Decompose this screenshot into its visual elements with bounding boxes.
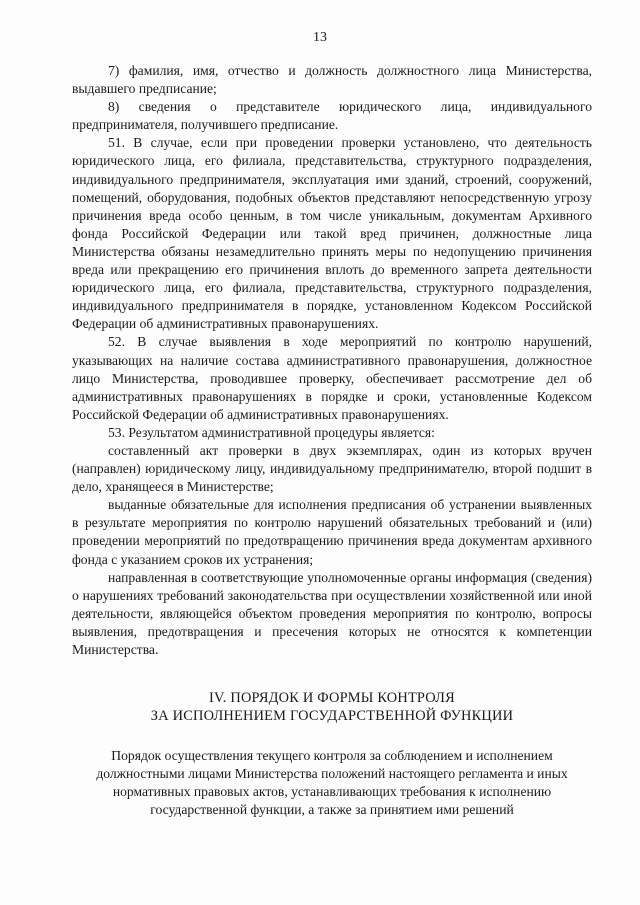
section-subheading bbox=[72, 747, 592, 819]
paragraph-result-info: направленная в соответствующие уполномоченные органы информация (сведения) о нарушениях требований законодательства при осуществлении хозяйственной или иной деятельности, являющейся объектом проведения мероприятия по контролю, вопросы выявления, предотвращения и пресечения которых не относятся к компетенции Министерства. bbox=[72, 569, 592, 657]
paragraph-result-act: составленный акт проверки в двух экземплярах, один из которых вручен (направлен) юридическому лицу, индивидуальному предпринимателю, второй подшит в дело, хранящееся в Министерстве; bbox=[72, 442, 592, 495]
paragraph-item-8: 8) сведения о представителе юридического лица, индивидуального предпринимателя, получившего предписание. bbox=[72, 99, 592, 133]
subheading-line-3: нормативных правовых актов, устанавливающих требования к исполнению bbox=[112, 784, 552, 800]
subheading-line-2: должностными лицами Министерства положений настоящего регламента и иных bbox=[96, 766, 568, 782]
document-body bbox=[72, 62, 592, 819]
paragraph-item-7: 7) фамилия, имя, отчество и должность должностного лица Министерства, выдавшего предписание; bbox=[72, 63, 592, 97]
paragraph-result-orders: выданные обязательные для исполнения предписания об устранении выявленных в результате мероприятия по контролю нарушений обязательных требований и (или) проведении мероприятий по предотвращению причинения вреда документам архивного фонда с указанием сроков их устранения; bbox=[72, 497, 592, 567]
paragraph-52: 52. В случае выявления в ходе мероприятий по контролю нарушений, указывающих на наличие состава административного правонарушения, должностное лицо Министерства, проводившее проверку, обеспечивает рассмотрение дел об административных правонарушениях в порядке и сроки, установленные Кодексом Российской Федерации об административных правонарушениях. bbox=[72, 334, 592, 422]
paragraph-53: 53. Результатом административной процедуры является: bbox=[108, 424, 435, 440]
paragraph-51: 51. В случае, если при проведении проверки установлено, что деятельность юридического лица, его филиала, представительства, структурного подразделения, индивидуального предпринимателя, эксплуатация ими зданий, строений, сооружений, помещений, оборудования, подобных объектов представляют непосредственную угрозу причинения вреда особо ценным, в том числе уникальным, документам Архивного фонда Российской Федерации или такой вред причинен, должностные лица Министерства обязаны незамедлительно принять меры по недопущению причинения вреда или прекращению его причинения вплоть до временного запрета деятельности юридического лица, его филиала, представительства, структурного подразделения, индивидуального предпринимателя в порядке, установленном Кодексом Российской Федерации об административных правонарушениях. bbox=[72, 135, 592, 332]
page-number: 13 bbox=[313, 30, 327, 45]
section-heading-line-1: IV. ПОРЯДОК И ФОРМЫ КОНТРОЛЯ bbox=[209, 690, 455, 707]
section-heading-line-2: ЗА ИСПОЛНЕНИЕМ ГОСУДАРСТВЕННОЙ ФУНКЦИИ bbox=[150, 708, 514, 725]
subheading-line-1: Порядок осуществления текущего контроля за соблюдением и исполнением bbox=[111, 748, 553, 764]
subheading-line-4: государственной функции, а также за принятием ими решений bbox=[150, 802, 514, 818]
section-heading bbox=[72, 689, 592, 725]
